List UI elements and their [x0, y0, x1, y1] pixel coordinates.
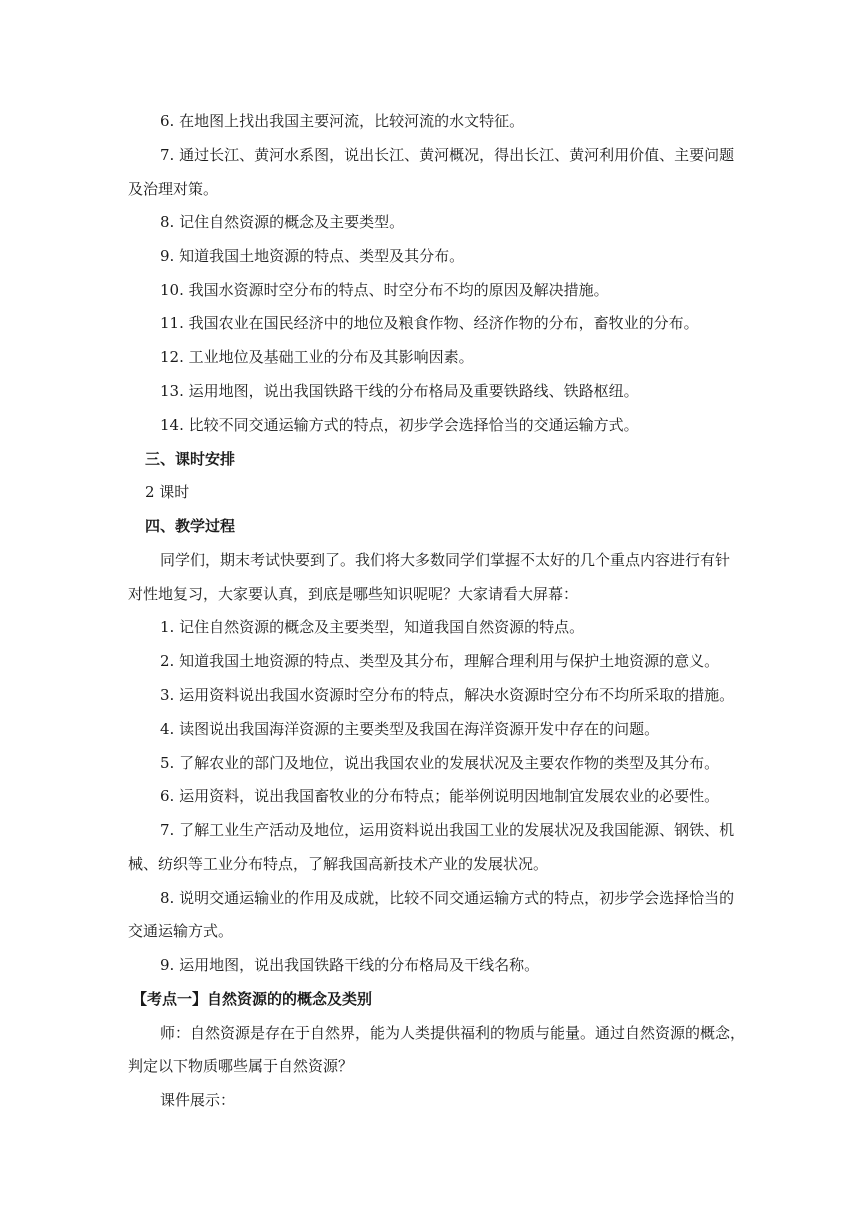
- objective-11: 11. 我国农业在国民经济中的地位及粮食作物、经济作物的分布，畜牧业的分布。: [160, 314, 699, 332]
- objective-6: 6. 在地图上找出我国主要河流，比较河流的水文特征。: [160, 112, 525, 130]
- objective-9: 9. 知道我国土地资源的特点、类型及其分布。: [160, 247, 465, 265]
- objective-13: 13. 运用地图，说出我国铁路干线的分布格局及重要铁路线、铁路枢纽。: [160, 382, 639, 400]
- objective-8: 8. 记住自然资源的概念及主要类型。: [160, 213, 405, 231]
- process-item-7-cont: 械、纺织等工业分布特点，了解我国高新技术产业的发展状况。: [128, 855, 549, 873]
- objective-10: 10. 我国水资源时空分布的特点、时空分布不均的原因及解决措施。: [160, 281, 609, 299]
- section-4-intro-cont: 对性地复习，大家要认真，到底是哪些知识呢呢？大家请看大屏幕：: [128, 585, 579, 603]
- objective-14: 14. 比较不同交通运输方式的特点，初步学会选择恰当的交通运输方式。: [160, 416, 639, 434]
- section-4-heading: 四、教学过程: [145, 517, 236, 535]
- process-item-8-cont: 交通运输方式。: [128, 922, 234, 940]
- process-item-3: 3. 运用资料说出我国水资源时空分布的特点，解决水资源时空分布不均所采取的措施。: [160, 686, 735, 704]
- kaodian-1-text-cont: 判定以下物质哪些属于自然资源？: [128, 1057, 354, 1075]
- kaodian-1-heading: 【考点一】自然资源的的概念及类别: [132, 990, 373, 1008]
- process-item-1: 1. 记住自然资源的概念及主要类型，知道我国自然资源的特点。: [160, 618, 585, 636]
- objective-7: 7. 通过长江、黄河水系图，说出长江、黄河概况，得出长江、黄河利用价值、主要问题: [160, 146, 735, 164]
- process-item-5: 5. 了解农业的部门及地位，说出我国农业的发展状况及主要农作物的类型及其分布。: [160, 754, 720, 772]
- process-item-7: 7. 了解工业生产活动及地位，运用资料说出我国工业的发展状况及我国能源、钢铁、机: [160, 821, 735, 839]
- process-item-8: 8. 说明交通运输业的作用及成就，比较不同交通运输方式的特点，初步学会选择恰当的: [160, 889, 735, 907]
- courseware-label: 课件展示：: [160, 1091, 236, 1109]
- section-4-intro: 同学们，期末考试快要到了。我们将大多数同学们掌握不太好的几个重点内容进行有针: [160, 551, 731, 569]
- process-item-2: 2. 知道我国土地资源的特点、类型及其分布，理解合理利用与保护土地资源的意义。: [160, 652, 720, 670]
- process-item-4: 4. 读图说出我国海洋资源的主要类型及我国在海洋资源开发中存在的问题。: [160, 720, 660, 738]
- kaodian-1-text: 师：自然资源是存在于自然界，能为人类提供福利的物质与能量。通过自然资源的概念，: [160, 1024, 746, 1042]
- process-item-6: 6. 运用资料，说出我国畜牧业的分布特点；能举例说明因地制宜发展农业的必要性。: [160, 787, 720, 805]
- section-3-value: 2 课时: [145, 483, 190, 501]
- objective-7-cont: 及治理对策。: [128, 180, 219, 198]
- objective-12: 12. 工业地位及基础工业的分布及其影响因素。: [160, 348, 474, 366]
- process-item-9: 9. 运用地图，说出我国铁路干线的分布格局及干线名称。: [160, 956, 540, 974]
- section-3-heading: 三、课时安排: [145, 450, 236, 468]
